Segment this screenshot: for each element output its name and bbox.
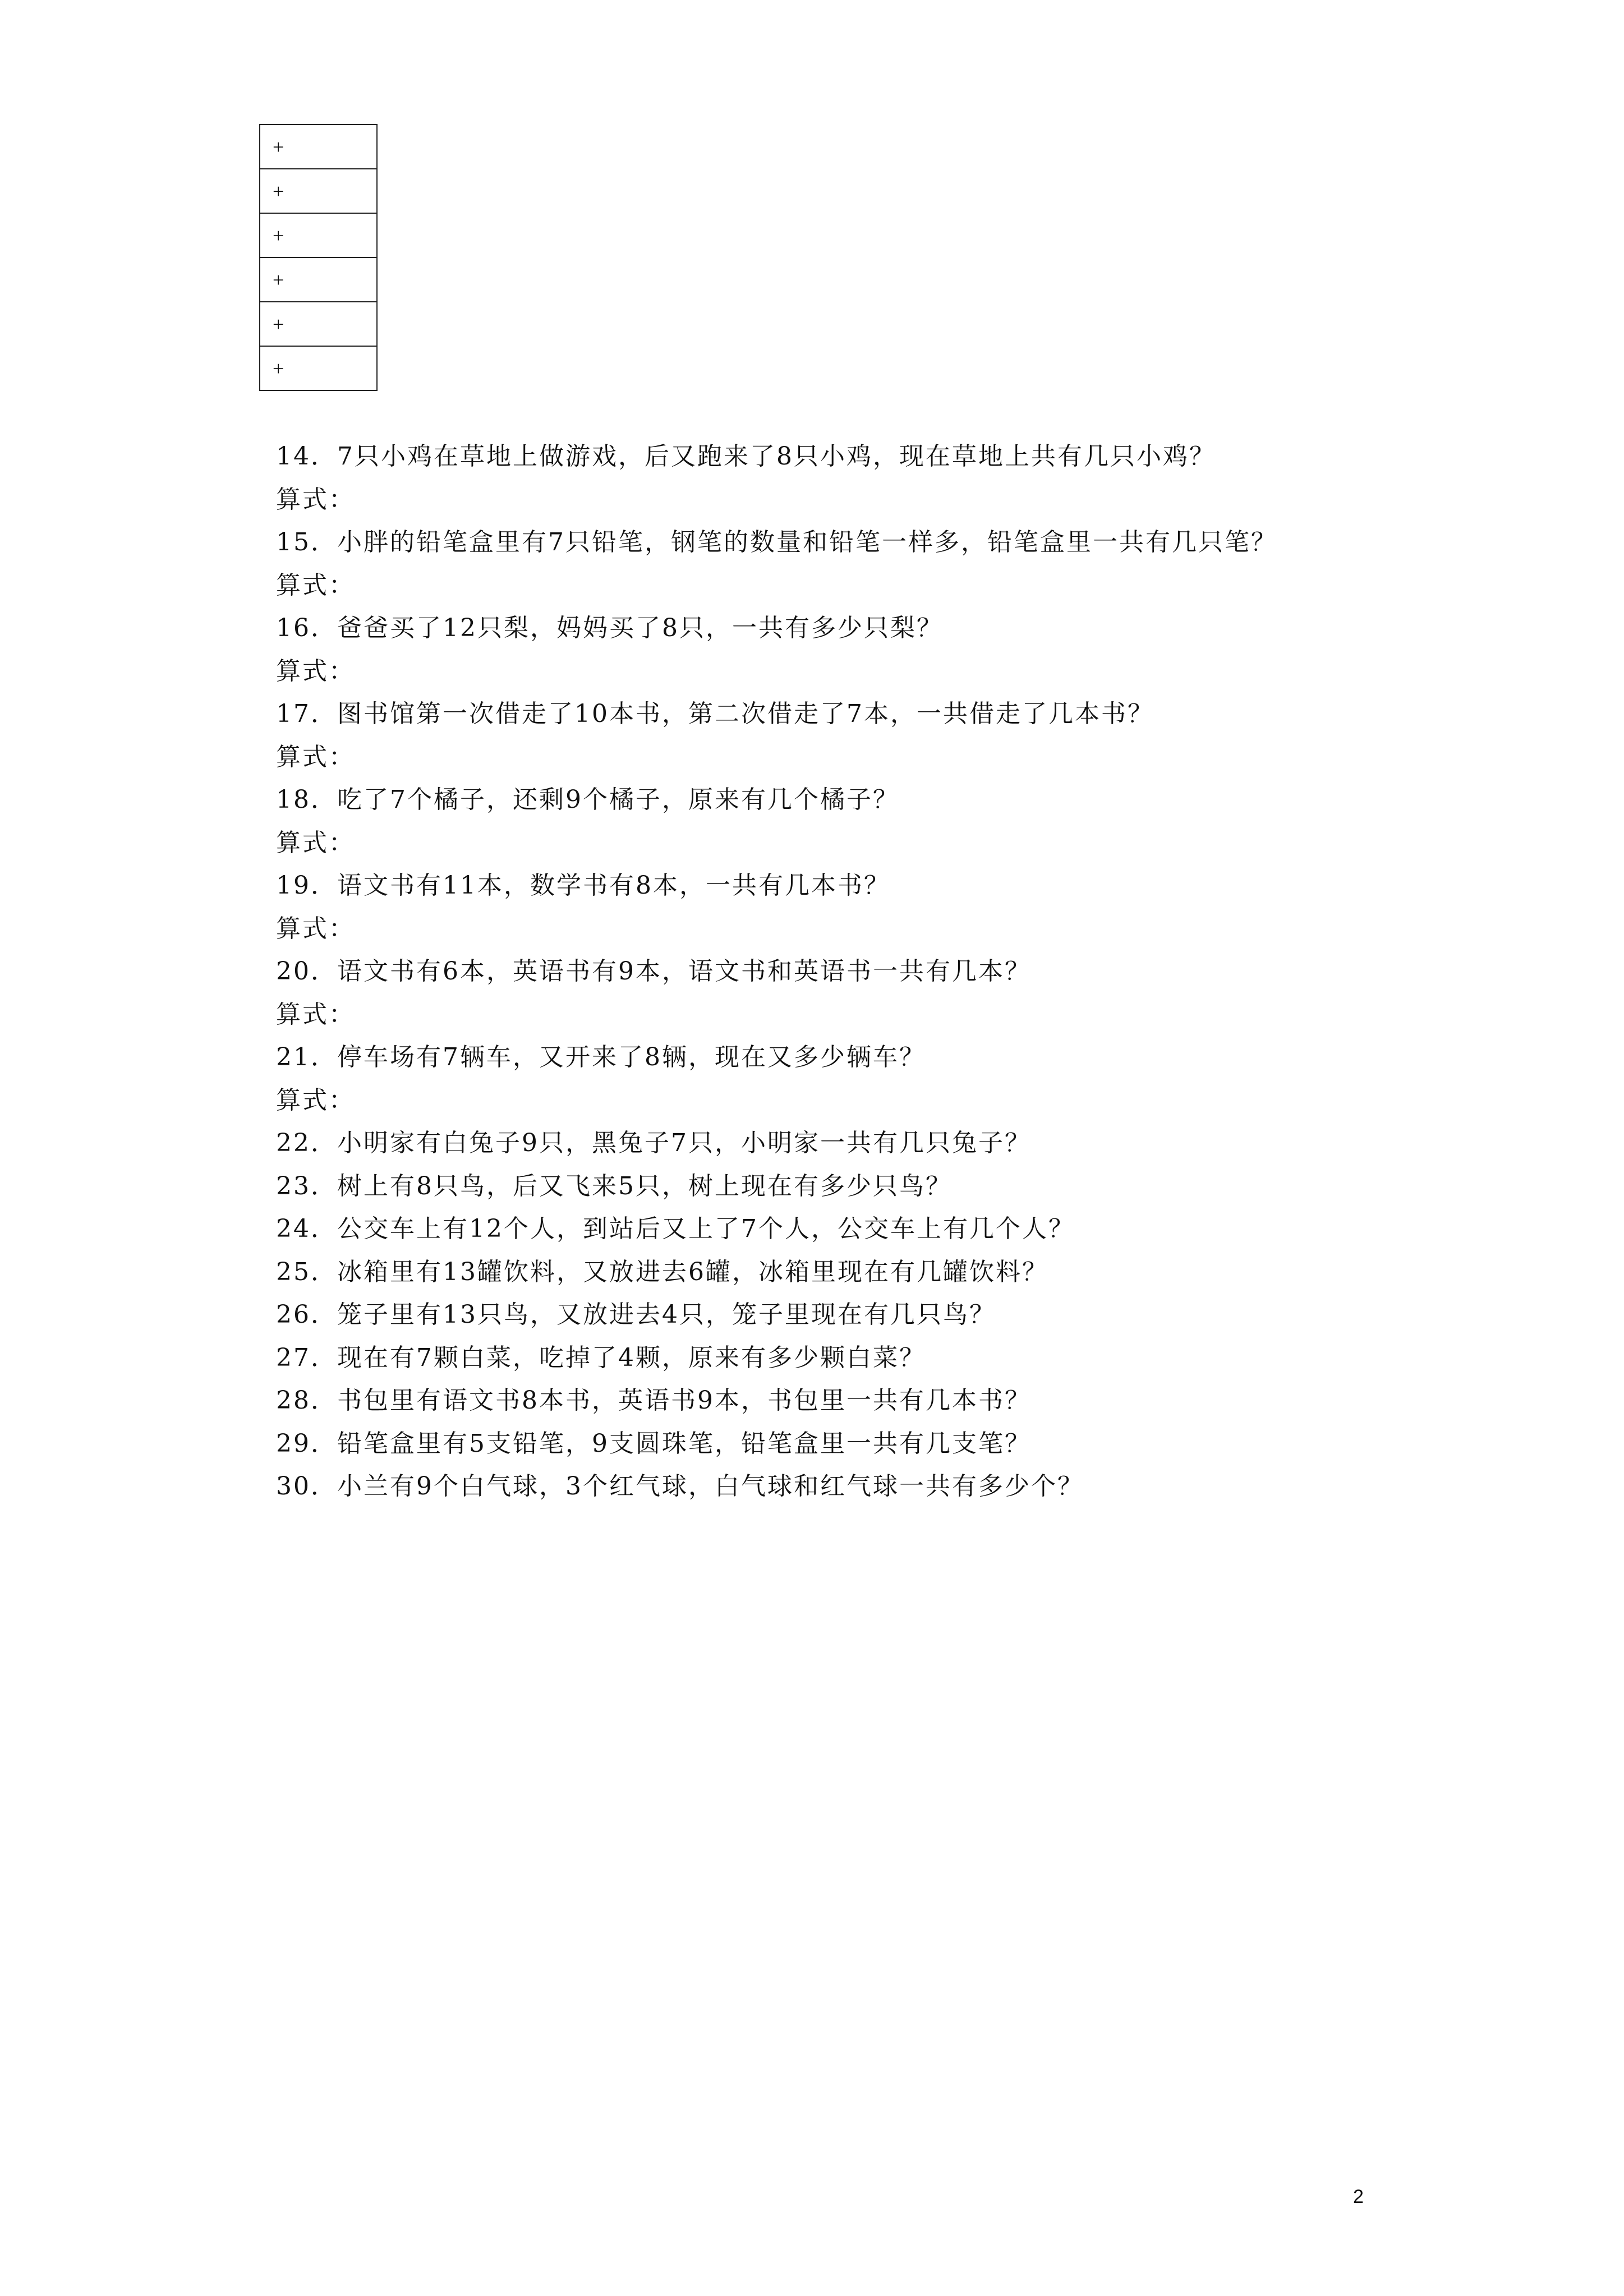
question-15: 15．小胖的铅笔盒里有7只铅笔，钢笔的数量和铅笔一样多，铅笔盒里一共有几只笔？: [276, 528, 1277, 556]
question-14: 14．7只小鸡在草地上做游戏，后又跑来了8只小鸡，现在草地上共有几只小鸡？: [276, 442, 1216, 471]
table-row: [260, 125, 377, 169]
table-cell: +: [260, 302, 377, 346]
question-30: 30．小兰有9个白气球，3个红气球，白气球和红气球一共有多少个？: [276, 1472, 1084, 1501]
page-number: 2: [1353, 2186, 1364, 2207]
table-cell: +: [260, 213, 377, 257]
question-16: 16．爸爸买了12只梨，妈妈买了8只，一共有多少只梨？: [276, 614, 943, 642]
formula-label: 算式：: [276, 485, 355, 514]
question-18: 18．吃了7个橘子，还剩9个橘子，原来有几个橘子？: [276, 785, 899, 814]
question-25: 25．冰箱里有13罐饮料，又放进去6罐，冰箱里现在有几罐饮料？: [276, 1257, 1048, 1286]
formula-label: 算式：: [276, 1085, 355, 1115]
table-row: [260, 169, 377, 213]
table-row: [260, 257, 377, 302]
question-21: 21．停车场有7辆车，又开来了8辆，现在又多少辆车？: [276, 1043, 926, 1071]
formula-label: 算式：: [276, 656, 355, 685]
question-20: 20．语文书有6本，英语书有9本，语文书和英语书一共有几本？: [276, 957, 1031, 986]
table-cell: +: [260, 125, 377, 169]
question-19: 19．语文书有11本，数学书有8本，一共有几本书？: [276, 871, 890, 900]
formula-label: 算式：: [276, 1000, 355, 1029]
question-24: 24．公交车上有12个人，到站后又上了7个人，公交车上有几个人？: [276, 1214, 1075, 1243]
formula-label: 算式：: [276, 914, 355, 943]
question-22: 22．小明家有白兔子9只，黑兔子7只，小明家一共有几只兔子？: [276, 1129, 1031, 1157]
question-27: 27．现在有7颗白菜，吃掉了4颗，原来有多少颗白菜？: [276, 1343, 926, 1372]
formula-label: 算式：: [276, 828, 355, 857]
table-cell: +: [260, 169, 377, 213]
table-cell: +: [260, 257, 377, 302]
table-row: [260, 213, 377, 257]
formula-label: 算式：: [276, 742, 355, 771]
table-row: [260, 346, 377, 390]
question-26: 26．笼子里有13只鸟，又放进去4只，笼子里现在有几只鸟？: [276, 1300, 996, 1329]
question-17: 17．图书馆第一次借走了10本书，第二次借走了7本，一共借走了几本书？: [276, 700, 1154, 728]
plus-table: [259, 124, 378, 391]
question-28: 28．书包里有语文书8本书，英语书9本，书包里一共有几本书？: [276, 1386, 1031, 1415]
question-list: [276, 435, 1398, 1508]
question-29: 29．铅笔盒里有5支铅笔，9支圆珠笔，铅笔盒里一共有几支笔？: [276, 1429, 1031, 1458]
formula-label: 算式：: [276, 570, 355, 600]
table-row: [260, 302, 377, 346]
question-23: 23．树上有8只鸟，后又飞来5只，树上现在有多少只鸟？: [276, 1171, 952, 1200]
table-cell: +: [260, 346, 377, 390]
